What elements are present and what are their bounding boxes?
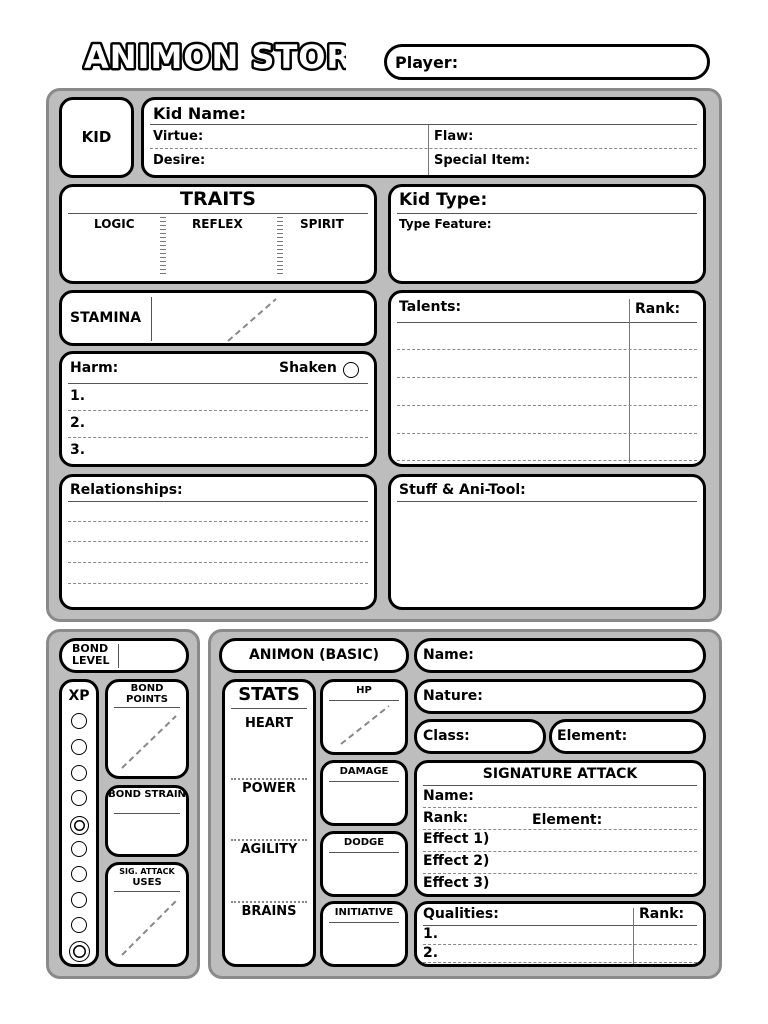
trait-reflex: REFLEX <box>192 217 243 231</box>
hp-label: HP <box>356 685 372 696</box>
dodge-box[interactable] <box>320 831 408 897</box>
stat-power: POWER <box>242 781 296 796</box>
shaken-label: Shaken <box>279 360 337 376</box>
stuff-label: Stuff & Ani-Tool: <box>399 482 526 498</box>
bond-strain-label: BOND STRAIN <box>108 789 186 800</box>
animon-story-logo <box>82 36 346 82</box>
animon-name-field[interactable] <box>414 638 706 673</box>
bond-points-divider <box>116 710 182 774</box>
xp-checkbox[interactable] <box>71 765 87 781</box>
harm-row-2: 2. <box>70 415 86 431</box>
kid-type-label: Kid Type: <box>399 190 488 210</box>
kid-label-box <box>59 97 134 178</box>
sig-attack-uses-label-2: USES <box>132 877 162 888</box>
type-feature-label: Type Feature: <box>399 217 492 231</box>
initiative-box[interactable] <box>320 901 408 967</box>
sig-attack-uses-label-1: SIG. ATTACK <box>119 867 175 876</box>
harm-row-1: 1. <box>70 388 86 404</box>
sig-effect-1: Effect 1) <box>423 831 490 847</box>
stat-brains: BRAINS <box>241 904 297 919</box>
stamina-box[interactable] <box>59 290 377 346</box>
animon-header-box <box>219 638 409 673</box>
special-item-label: Special Item: <box>434 153 531 168</box>
flaw-label: Flaw: <box>434 129 474 144</box>
stats-box <box>222 679 316 967</box>
damage-box[interactable] <box>320 760 408 826</box>
sig-name-label: Name: <box>423 788 474 804</box>
qualities-rank-label: Rank: <box>639 906 685 922</box>
animon-header: ANIMON (BASIC) <box>248 647 380 663</box>
qualities-box[interactable] <box>414 901 706 967</box>
trait-divider <box>277 217 283 277</box>
harm-label: Harm: <box>70 360 119 376</box>
xp-label: XP <box>68 688 90 704</box>
class-label: Class: <box>423 728 470 744</box>
xp-checkbox[interactable] <box>71 892 87 908</box>
signature-attack-title: SIGNATURE ATTACK <box>482 766 638 782</box>
xp-milestone-checkbox[interactable] <box>69 941 90 962</box>
desire-label: Desire: <box>153 153 206 168</box>
stat-agility: AGILITY <box>240 842 298 857</box>
sig-effect-3: Effect 3) <box>423 875 490 891</box>
quality-row-2: 2. <box>423 945 439 961</box>
stat-heart: HEART <box>244 716 294 731</box>
talents-box[interactable] <box>388 290 706 467</box>
nature-label: Nature: <box>423 688 483 704</box>
trait-logic: LOGIC <box>94 217 135 231</box>
dodge-label: DODGE <box>343 837 385 848</box>
virtue-label: Virtue: <box>153 129 204 144</box>
sig-effect-2: Effect 2) <box>423 853 490 869</box>
bond-points-box[interactable] <box>105 679 189 779</box>
sig-rank-label: Rank: <box>423 810 469 826</box>
xp-checkbox[interactable] <box>71 790 87 806</box>
xp-checkbox[interactable] <box>71 739 87 755</box>
initiative-label: INITIATIVE <box>334 907 394 918</box>
xp-milestone-checkbox[interactable] <box>70 816 89 835</box>
xp-checkbox[interactable] <box>71 917 87 933</box>
relationships-box[interactable] <box>59 474 377 610</box>
element-field[interactable] <box>549 719 706 754</box>
sig-attack-uses-box[interactable] <box>105 862 189 967</box>
xp-checkbox[interactable] <box>71 866 87 882</box>
animon-name-label: Name: <box>423 647 474 663</box>
trait-spirit: SPIRIT <box>300 217 344 231</box>
hp-box[interactable] <box>320 679 408 755</box>
signature-attack-box[interactable] <box>414 760 706 897</box>
shaken-checkbox[interactable] <box>343 362 359 378</box>
sig-element-label: Element: <box>532 812 603 828</box>
player-label: Player: <box>395 53 459 72</box>
kid-name-box[interactable] <box>141 97 706 178</box>
bond-points-label: BOND POINTS <box>126 683 168 705</box>
bond-level-box[interactable] <box>59 638 189 673</box>
player-field[interactable] <box>384 44 710 80</box>
bond-strain-box[interactable] <box>105 785 189 857</box>
relationships-label: Relationships: <box>70 482 183 498</box>
logo-text: ANIMON STORY <box>84 38 346 76</box>
kid-type-box[interactable] <box>388 184 706 284</box>
traits-title: TRAITS <box>179 188 256 210</box>
traits-box <box>59 184 377 284</box>
talents-rank-label: Rank: <box>635 301 681 317</box>
bond-level-label: BOND LEVEL <box>72 642 110 667</box>
nature-field[interactable] <box>414 679 706 714</box>
xp-checkbox[interactable] <box>71 713 87 729</box>
qualities-label: Qualities: <box>423 906 499 922</box>
hp-divider <box>335 702 395 748</box>
stuff-box[interactable] <box>388 474 706 610</box>
stats-title: STATS <box>238 684 300 705</box>
harm-box[interactable] <box>59 351 377 467</box>
talents-label: Talents: <box>399 299 462 315</box>
element-label: Element: <box>557 728 628 744</box>
sig-attack-uses-divider <box>116 895 182 961</box>
kid-label: KID <box>81 128 112 146</box>
kid-name-label: Kid Name: <box>153 104 247 123</box>
trait-divider <box>160 217 166 277</box>
xp-track <box>59 679 99 967</box>
stamina-label: STAMINA <box>70 310 142 326</box>
harm-row-3: 3. <box>70 442 86 458</box>
stamina-divider <box>222 295 282 345</box>
class-field[interactable] <box>414 719 546 754</box>
xp-checkbox[interactable] <box>71 841 87 857</box>
quality-row-1: 1. <box>423 926 439 942</box>
damage-label: DAMAGE <box>339 766 389 777</box>
